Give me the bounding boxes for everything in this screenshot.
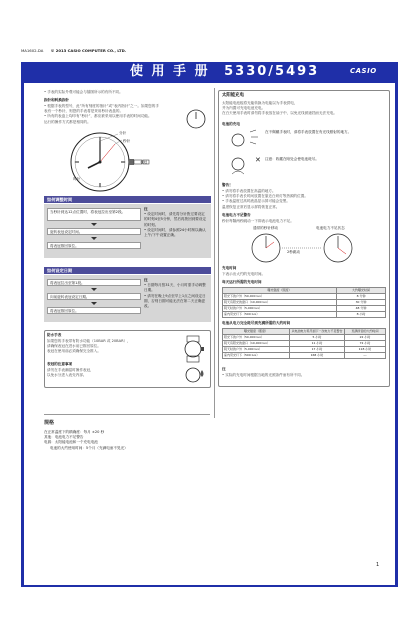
charge-text [265, 130, 385, 135]
charge-table-2 [222, 328, 386, 359]
copyright: © 2013 CASIO COMPUTER CO., LTD. [50, 48, 127, 53]
table1-heading: 每天运行所需的充电时间 [222, 280, 262, 284]
table-row [223, 312, 386, 318]
water-line: 请确保表冠在进水前已推回原位。 [47, 344, 101, 349]
table-cell: 48 分钟 [337, 306, 386, 312]
date-note-heading: 注 [144, 278, 148, 282]
table-cell: 8 分钟 [337, 294, 386, 300]
table-cell: 11 小时 [289, 341, 344, 347]
time-note [144, 207, 208, 238]
table-cell: 阴天有阳光的窗口（10,000 lux） [223, 341, 290, 347]
title-text: 使 用 手 册 [130, 64, 210, 79]
callout-hour: 时针 [73, 177, 81, 181]
charge-line: 注意：收藏在暗处会使电池耗尽。 [265, 157, 319, 161]
table-header-row [223, 329, 386, 335]
watch-illustration [60, 126, 170, 196]
title-model: 5330/5493 [224, 64, 320, 79]
hands-line: • 所有的表盘上均印有”秒针”，都应被采用以使用手表的时间功能。 [44, 114, 152, 119]
manual-title [130, 63, 319, 82]
hands-heading: 指针和转换指针 [44, 98, 70, 102]
date-step-1-text: 将表冠拉出至第1段。 [50, 281, 85, 285]
callout-crown: 表冠 [140, 160, 148, 164]
date-step-2 [47, 293, 141, 300]
table-header: 曝光强度（照度） [223, 329, 290, 335]
date-note [144, 278, 208, 309]
spec-heading: 规格 [44, 420, 55, 426]
table-cell: 168 小时 [289, 353, 344, 359]
spec-divider [44, 414, 210, 415]
table-header: 充满所需的大约时间 [344, 329, 385, 335]
table-cell: 30 分钟 [337, 300, 386, 306]
table-cell: 22 小时 [344, 335, 385, 341]
spec-list [44, 430, 214, 451]
arrow-down-icon [91, 302, 97, 305]
warning-line: • 手表温度过高时液晶显示屏可能会变黑。 [222, 199, 290, 204]
watch-side-icon [178, 334, 208, 364]
time-step-3-text: 将表冠推回原位。 [50, 244, 79, 248]
time-note-2: • 设定时间时，请参照24小时制以确认上午/下午设置正确。 [144, 227, 206, 238]
date-note-1: • 日期每月按31天，小月时需手动调整日期。 [144, 283, 206, 293]
charge-time-text: 下表示出大约的充电时间。 [222, 272, 266, 276]
table-cell: 室内荧光灯下（500 lux） [223, 353, 290, 359]
table-header: 大约曝光时间 [337, 288, 386, 294]
table-cell: 8 小时 [337, 312, 386, 318]
table-cell: 17 小时 [289, 347, 344, 353]
solar-intro-line: 太阳能电池板将光能转换为电能以为手表供电， [222, 101, 298, 105]
solar-heading: 太阳能充电 [222, 93, 244, 98]
dial-label-low: 电池电力不足状态 [316, 226, 345, 230]
time-note-1: • 设定时间时，请先将分针拨过要设定的时刻4至5分钟，然后再拨回到要设定的时刻。 [144, 212, 207, 227]
intro-note: • 手表的实际外观可能会与插图所示的有所不同。 [44, 90, 123, 94]
reminder-line: 以免水分进入表壳内部。 [47, 373, 87, 378]
table-cell: 118 小时 [344, 347, 385, 353]
hands-line: 运行的操作方式都是相同的。 [44, 119, 91, 124]
casio-logo: CASIO [350, 67, 377, 75]
solar-intro-line: 并为内置可充电电池充电。 [222, 106, 266, 111]
charge-table-1 [222, 287, 386, 318]
table-cell: 72 小时 [344, 341, 385, 347]
solar-intro [222, 101, 386, 117]
hands-line: 表有一个秒针，则您的手表将是采用秒针表盘的。 [44, 109, 124, 114]
charge-line: 在不佩戴手表时，请将手表放置在有光线照射的地方。 [265, 130, 352, 134]
water-line: 如果您的手表带有防水功能（10BAR 或 20BAR）， [47, 339, 131, 343]
reminder-text [47, 368, 167, 378]
time-step-2 [47, 228, 141, 235]
table-header: 曝光强度（照度） [223, 288, 337, 294]
warning-list [222, 189, 386, 210]
spec-line: 其他：电池电力不足警告 [44, 435, 84, 440]
small-watch-icon [185, 108, 207, 130]
spec-line: 在正常温度下的精确度：每月 ±20 秒 [44, 430, 105, 434]
charging-illustration [224, 128, 264, 180]
date-step-3 [47, 307, 141, 314]
reminder-heading: 表冠的注意事项 [47, 362, 73, 366]
table-cell: --- [344, 353, 385, 359]
reminder-line: 请勿在手表潮湿时操作表冠， [47, 368, 94, 372]
table-cell: 阳光下的户外（50,000 lux） [223, 335, 290, 341]
table-cell: 阳光下的户外（50,000 lux） [223, 294, 337, 300]
date-step-3-text: 将表冠推回原位。 [50, 309, 79, 313]
table-cell: 阴天时的户外（5,000 lux） [223, 347, 290, 353]
date-step-2-text: 向前旋转表冠设定日期。 [50, 295, 90, 299]
manual-code: MA1602-DA [21, 48, 44, 53]
spec-line: 电源：太阳能电池和一个充电电池 [44, 440, 98, 445]
final-note: • 实际的充电时间根据当地的光照条件而有所不同。 [222, 373, 305, 377]
dial-label-move: 2秒跳动 [287, 250, 301, 254]
hands-line: • 根据手表的型号，此”所有刻度的指针”或”表内指针”之一。如果您的手 [44, 104, 159, 108]
table-header: 从电池电力耗尽到下一次电力不足警告 [291, 329, 343, 334]
time-note-heading: 注 [144, 207, 148, 211]
low-battery-heading: 电池电力不足警告 [222, 213, 251, 217]
warning-line: • 请勿将手表放置在高温的地方。 [222, 189, 276, 193]
table-cell: 阴天时的户外（5,000 lux） [223, 306, 337, 312]
time-step-2-text: 旋转表冠设定时间。 [50, 230, 83, 234]
arrow-down-icon [91, 223, 97, 226]
page-header [21, 48, 126, 54]
arrow-down-icon [91, 288, 97, 291]
callout-second: 秒针 [123, 139, 131, 143]
warning-line: 温度恢复正常后显示屏将恢复正常。 [222, 204, 280, 209]
table2-heading: 电池从电力完全耗尽到充满所需的大约时间 [222, 321, 291, 325]
warning-heading: 警告！ [222, 183, 233, 187]
water-drop-icon [178, 364, 208, 386]
dial-label-normal: 通常的秒针移动 [253, 226, 279, 230]
solar-intro-line: 在白天使用手表时请勿将手表放在袖子中，以免光线被遮挡而无法充电。 [222, 111, 337, 116]
time-setting-heading: 如何调整时间 [44, 196, 211, 203]
date-setting-heading: 如何设定日期 [44, 267, 211, 274]
table-cell: 室内荧光灯下（500 lux） [223, 312, 337, 318]
low-battery-text: 秒针每隔两秒跳动一下即表示电池电力不足。 [222, 219, 294, 223]
water-heading: 防水手表 [47, 333, 62, 337]
callout-minute: 分针 [119, 131, 127, 135]
arrow-down-icon [91, 237, 97, 240]
second-hand-diagram [248, 232, 358, 264]
table-cell: 阴天有阳光的窗口（10,000 lux） [223, 300, 337, 306]
time-step-3 [47, 242, 141, 249]
time-step-1 [47, 208, 141, 221]
water-line: 表冠在使用前必须确保完全推入。 [47, 349, 101, 354]
x-mark-icon: ✕ [255, 156, 261, 164]
time-step-1-text: 当秒针到达12点位置时，将表冠拉出至第2段。 [50, 210, 126, 214]
crown-shape [129, 159, 134, 165]
final-note-heading: 注 [222, 367, 226, 371]
date-step-1 [47, 279, 141, 286]
warning-line: • 请勿将手表长时间放置在靠近白炽灯等热源的位置。 [222, 194, 308, 199]
charge-heading: 电池的充电 [222, 122, 240, 126]
water-text [47, 339, 167, 355]
charge-warning-text [265, 157, 385, 162]
page-number: 1 [376, 562, 380, 568]
spec-line: 电池的大约使用时间：5个月（充满电而不见光） [50, 445, 128, 450]
table-row [223, 353, 386, 359]
date-note-2: • 请勿在晚上9点至早上1点之间设定日期，否则日期可能无法在第二天正确更改。 [144, 293, 206, 309]
charge-time-heading: 充电时间 [222, 266, 237, 270]
column-divider [214, 88, 215, 418]
table-cell: 5 小时 [289, 335, 344, 341]
